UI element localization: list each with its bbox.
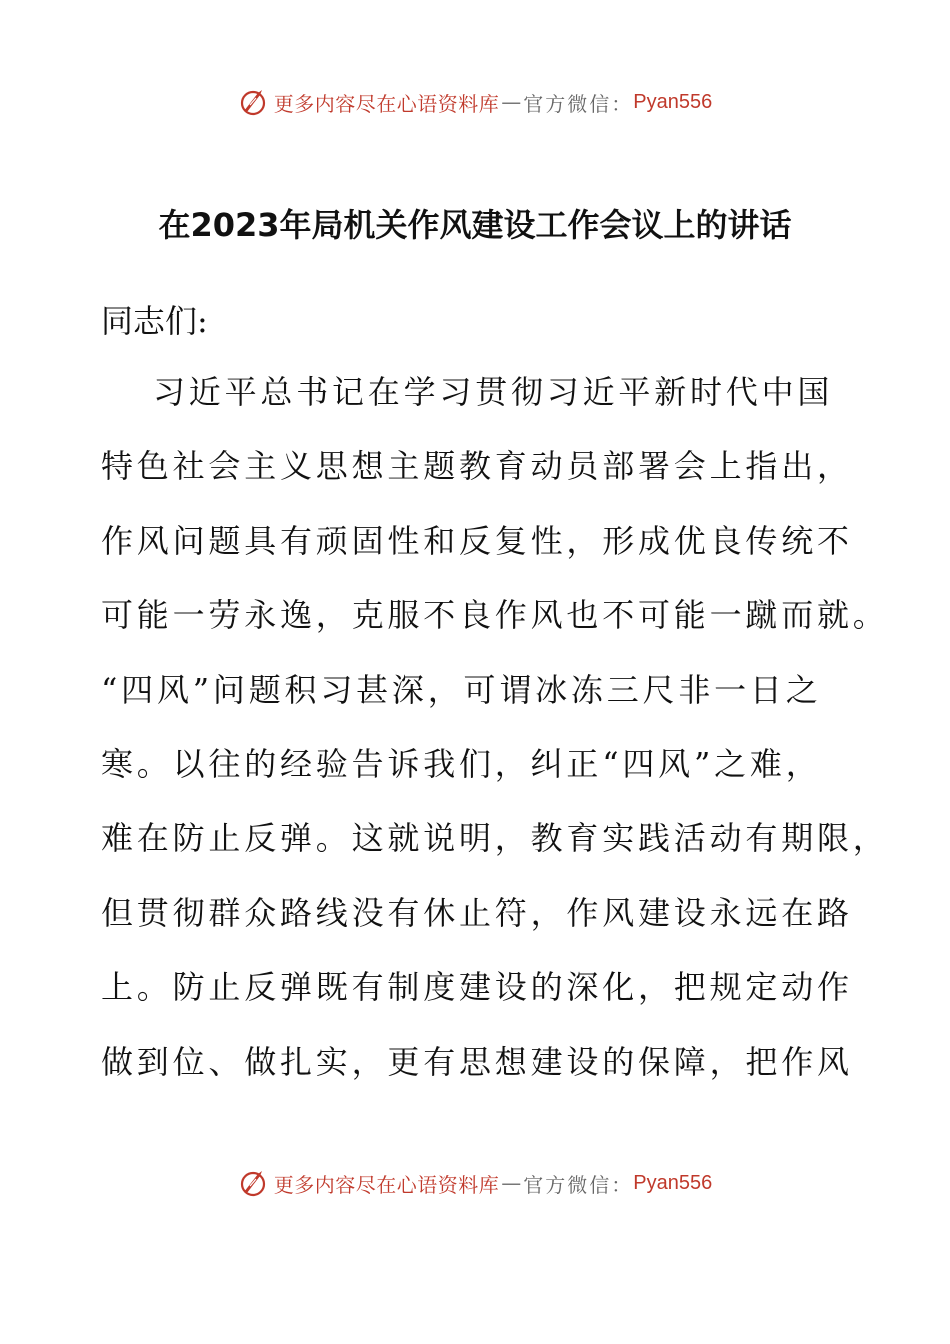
body-line: 难在防止反弹。这就说明，教育实践活动有期限， xyxy=(101,819,889,858)
body-line: “四风”问题积习甚深，可谓冰冻三尺非一日之 xyxy=(101,670,822,709)
body-line: 作风问题具有顽固性和反复性，形成优良传统不 xyxy=(101,521,853,560)
watermark-main-text: 更多内容尽在心语资料库 xyxy=(273,91,500,116)
watermark-wechat-id: Pyan556 xyxy=(633,1171,713,1194)
watermark-dash: — xyxy=(501,1171,522,1195)
footer-watermark-banner xyxy=(0,1163,950,1203)
salutation: 同志们: xyxy=(101,302,208,340)
body-line: 特色社会主义思想主题教育动员部署会上指出， xyxy=(101,447,853,486)
watermark-wechat-label: 官方微信： xyxy=(523,1172,634,1197)
watermark-wechat-id: Pyan556 xyxy=(633,90,713,113)
body-line: 上。防止反弹既有制度建设的深化，把规定动作 xyxy=(101,968,853,1007)
body-line: 做到位、做扎实，更有思想建设的保障，把作风 xyxy=(101,1042,853,1081)
watermark-wechat-label: 官方微信： xyxy=(523,91,634,116)
body-paragraph xyxy=(101,355,889,1099)
body-line: 习近平总书记在学习贯彻习近平新时代中国 xyxy=(153,373,834,411)
body-line: 但贯彻群众路线没有休止符，作风建设永远在路 xyxy=(101,893,853,932)
quill-pen-logo-icon xyxy=(238,1168,268,1198)
header-watermark-banner xyxy=(0,82,950,122)
document-title: 在2023年局机关作风建设工作会议上的讲话 xyxy=(158,206,792,244)
quill-pen-logo-icon xyxy=(238,87,268,117)
body-line: 寒。以往的经验告诉我们，纠正“四风”之难， xyxy=(101,745,822,784)
watermark-dash: — xyxy=(501,90,522,114)
body-line: 可能一劳永逸，克服不良作风也不可能一蹴而就。 xyxy=(101,596,889,635)
watermark-main-text: 更多内容尽在心语资料库 xyxy=(273,1172,500,1197)
